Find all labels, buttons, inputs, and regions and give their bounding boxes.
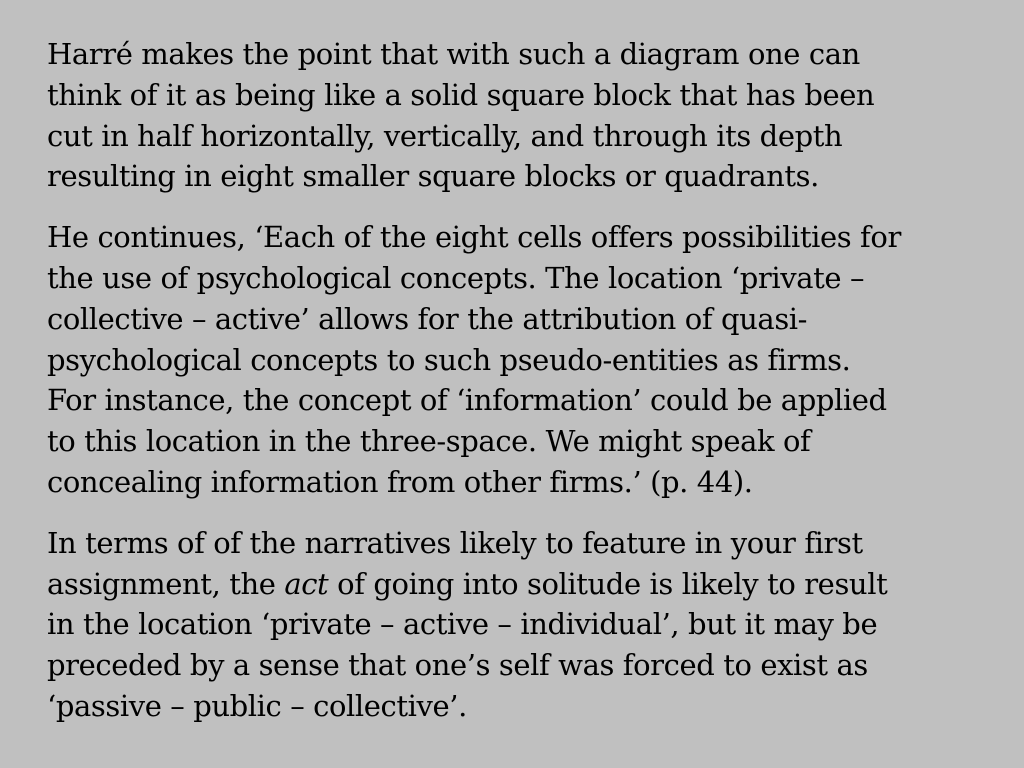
paragraph-harre-block	[47, 34, 1004, 197]
paragraph-assignment	[47, 523, 1004, 727]
text-line: collective – active’ allows for the attribution of quasi-	[47, 301, 808, 336]
text-line: cut in half horizontally, vertically, and through its depth	[47, 118, 843, 153]
text-line: ‘passive – public – collective’.	[47, 688, 467, 723]
text-line: He continues, ‘Each of the eight cells offers possibilities for	[47, 220, 901, 255]
text-segment: of going into solitude is likely to result	[328, 566, 888, 601]
text-line: In terms of of the narratives likely to feature in your first	[47, 525, 863, 560]
text-line: concealing information from other firms.’ (p. 44).	[47, 464, 753, 499]
text-line: Harré makes the point that with such a diagram one can	[47, 37, 860, 71]
text-segment: assignment, the	[47, 566, 285, 601]
text-line: psychological concepts to such pseudo-entities as firms.	[47, 342, 851, 377]
text-line: in the location ‘private – active – individual’, but it may be	[47, 607, 878, 642]
text-line: think of it as being like a solid square block that has been	[47, 77, 875, 112]
text-line: For instance, the concept of ‘information’ could be applied	[47, 383, 887, 418]
text-line: resulting in eight smaller square blocks or quadrants.	[47, 159, 819, 194]
text-line: the use of psychological concepts. The location ‘private –	[47, 260, 865, 295]
text-line-with-emphasis	[47, 564, 1004, 605]
text-line: preceded by a sense that one’s self was forced to exist as	[47, 648, 868, 683]
emphasis-act: act	[284, 566, 329, 601]
text-line: to this location in the three-space. We might speak of	[47, 424, 811, 459]
paragraph-quote	[47, 217, 1004, 503]
